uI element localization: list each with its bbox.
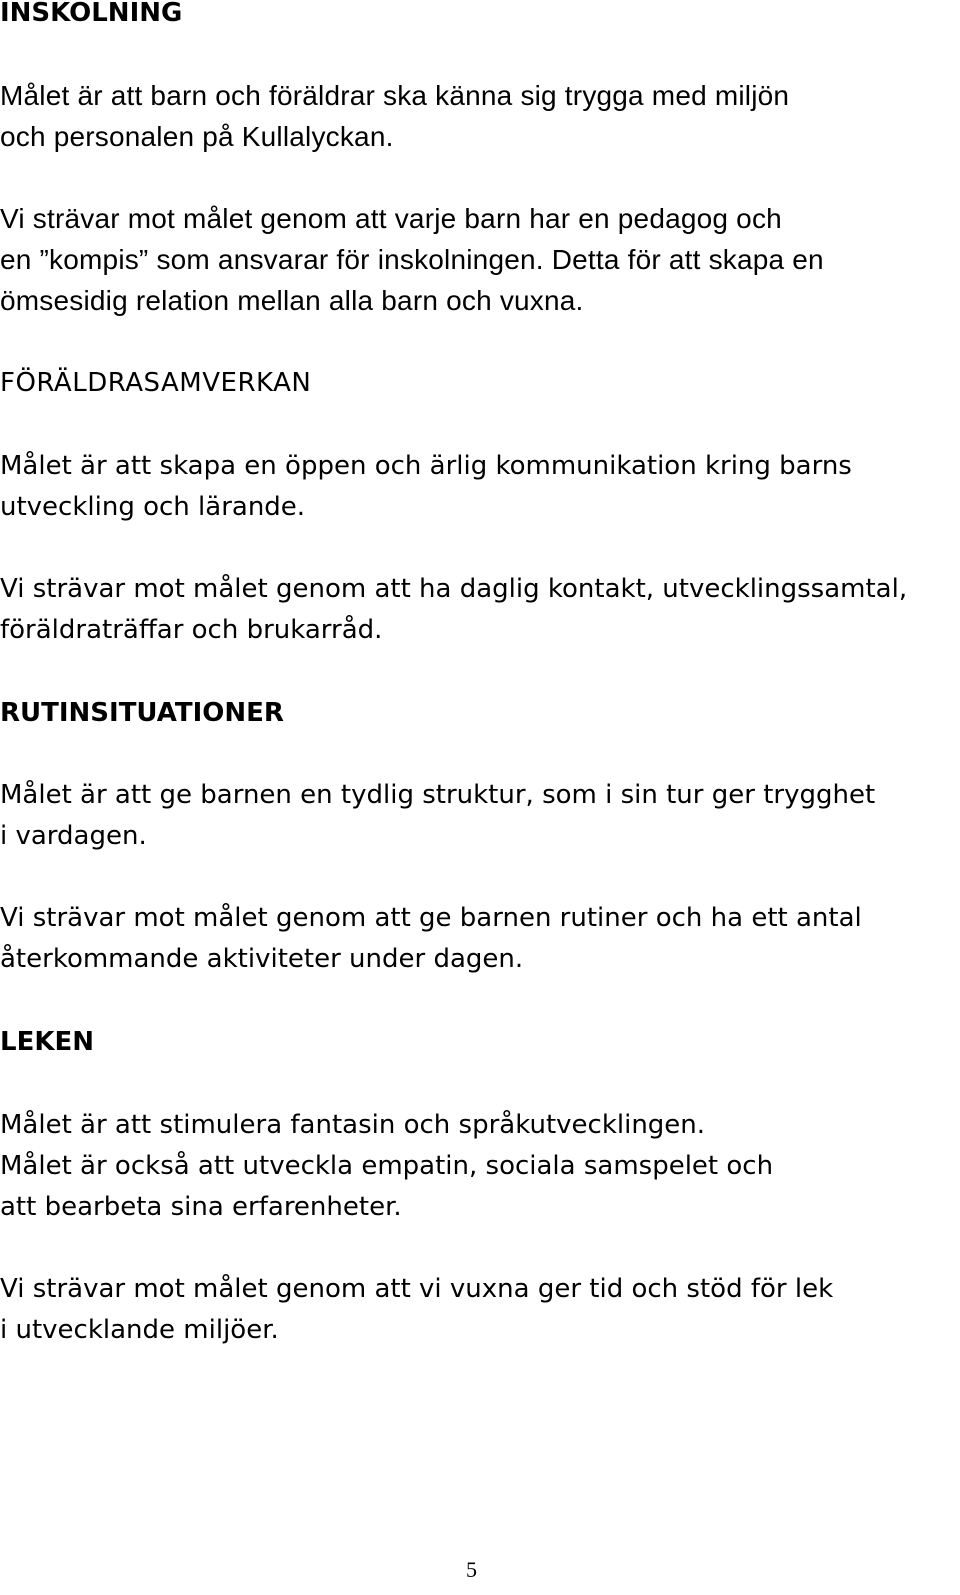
goal-line: utveckling och lärande. [0,492,306,522]
goal-line: och personalen på Kullalyckan. [0,121,394,152]
section-heading-inskolning: INSKOLNING [0,0,183,28]
section-heading-rutinsituationer: RUTINSITUATIONER [0,698,284,728]
section-heading-leken: LEKEN [0,1027,94,1057]
method-line: Vi strävar mot målet genom att vi vuxna ger tid och stöd för lek [0,1274,834,1304]
section-heading-foraldrasamverkan: FÖRÄLDRASAMVERKAN [0,368,312,398]
method-line: Vi strävar mot målet genom att ge barnen rutiner och ha ett antal [0,903,862,933]
goal-line: Målet är att stimulera fantasin och språkutvecklingen. [0,1110,706,1140]
method-line: föräldraträffar och brukarråd. [0,615,383,645]
method-line: ömsesidig relation mellan alla barn och vuxna. [0,285,584,316]
method-line: i utvecklande miljöer. [0,1315,279,1345]
goal-line: Målet är också att utveckla empatin, sociala samspelet och [0,1151,774,1181]
page-number: 5 [466,1557,477,1582]
method-line: en ”kompis” som ansvarar för inskolningen. Detta för att skapa en [0,244,824,275]
goal-line: Målet är att barn och föräldrar ska känna sig trygga med miljön [0,80,790,111]
goal-line: Målet är att skapa en öppen och ärlig kommunikation kring barns [0,451,852,481]
method-line: Vi strävar mot målet genom att ha daglig kontakt, utvecklingssamtal, [0,574,908,604]
method-line: återkommande aktiviteter under dagen. [0,944,524,974]
goal-line: att bearbeta sina erfarenheter. [0,1192,402,1222]
method-line: Vi strävar mot målet genom att varje barn har en pedagog och [0,203,782,234]
goal-line: Målet är att ge barnen en tydlig struktur, som i sin tur ger trygghet [0,780,876,810]
goal-line: i vardagen. [0,821,147,851]
